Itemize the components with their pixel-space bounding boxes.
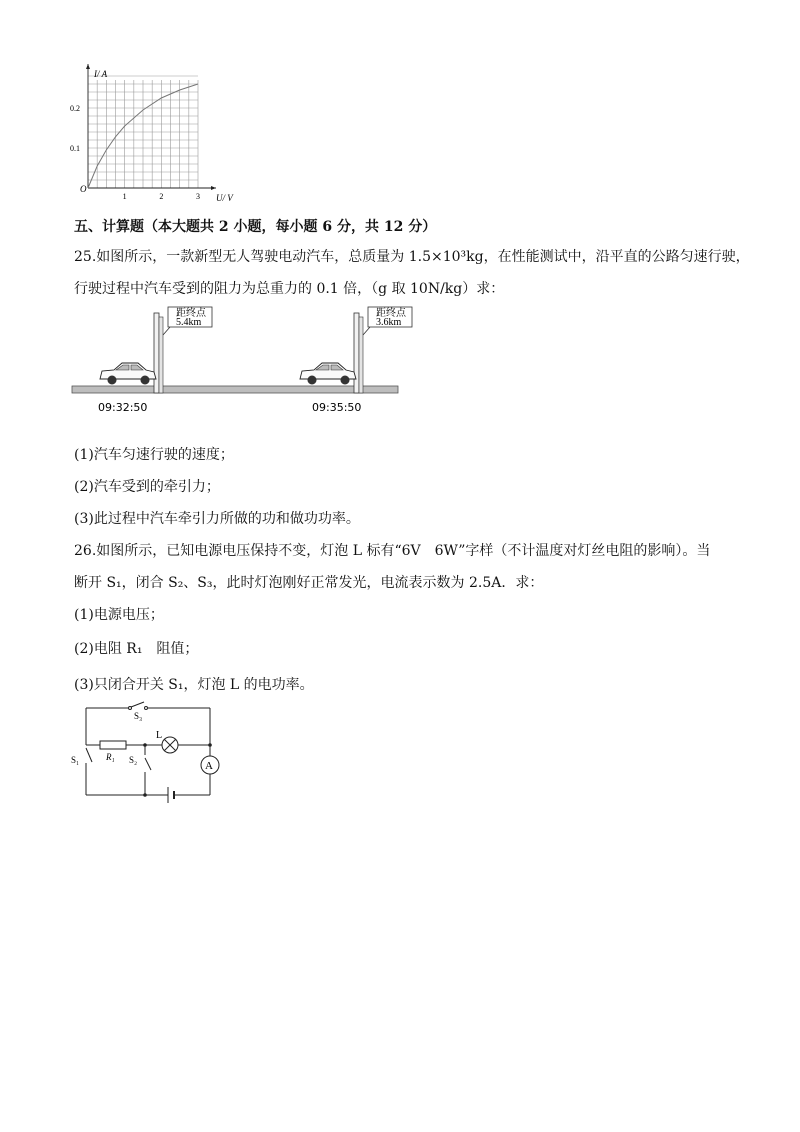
s3-label: S₃	[134, 711, 143, 721]
r1-label: R₁	[106, 752, 115, 762]
y-axis-arrow	[86, 64, 90, 69]
sign2-distance: 3.6km	[376, 317, 402, 328]
sign2-pole	[354, 313, 359, 393]
y-axis-label: I/ A	[94, 69, 108, 79]
q25-sub1: (1)汽车匀速行驶的速度；	[74, 447, 234, 463]
sign1-pole	[154, 313, 159, 393]
y-tick-label: 0.1	[70, 144, 80, 153]
s1-label: S₁	[71, 755, 80, 765]
x-axis-label: U/ V	[216, 193, 233, 203]
section-heading: 五、计算题（本大题共 2 小题，每小题 6 分，共 12 分）	[74, 219, 437, 235]
q25-text-line1: 25.如图所示，一款新型无人驾驶电动汽车，总质量为 1.5×10³kg，在性能测试中，沿平直的公路匀速行驶，	[74, 249, 750, 265]
s2-label: S₂	[129, 755, 138, 765]
q26-text-line2: 断开 S₁，闭合 S₂、S₃，此时灯泡刚好正常发光，电流表示数为 2.5A．求：	[74, 575, 544, 591]
time1: 09:32:50	[98, 401, 148, 414]
chart-axes	[86, 64, 216, 190]
car2	[300, 363, 356, 385]
x-tick-label: 3	[196, 192, 200, 201]
x-tick-label: 2	[159, 192, 164, 201]
sign2-label: 距终点	[376, 308, 406, 319]
sign1-label: 距终点	[176, 308, 206, 319]
q25-sub3: (3)此过程中汽车牵引力所做的功和做功功率。	[74, 511, 360, 527]
chart-ticks	[70, 104, 200, 201]
iu-chart	[70, 60, 240, 210]
q26-sub1: (1)电源电压；	[74, 607, 164, 623]
q26-sub2: (2)电阻 R₁ 阻值；	[74, 641, 199, 657]
time2: 09:35:50	[312, 401, 362, 414]
ammeter-label: A	[205, 760, 213, 772]
x-axis-arrow	[211, 186, 216, 190]
chart-grid	[88, 76, 198, 188]
y-tick-label: 0.2	[70, 104, 80, 113]
lamp-label: L	[156, 730, 163, 741]
q25-text-line2: 行驶过程中汽车受到的阻力为总重力的 0.1 倍，（g 取 10N/kg）求：	[74, 281, 505, 297]
q26-text-line1: 26.如图所示，已知电源电压保持不变，灯泡 L 标有“6V 6W”字样（不计温度对灯丝电阻的影响）。当	[74, 543, 711, 559]
q25-sub2: (2)汽车受到的牵引力；	[74, 479, 220, 495]
origin-label: O	[80, 184, 87, 194]
q25-road-figure	[70, 305, 406, 415]
resistor-r1	[100, 741, 126, 749]
q26-circuit-diagram	[70, 700, 230, 805]
car1	[100, 363, 156, 385]
road	[72, 386, 398, 393]
x-tick-label: 1	[122, 192, 127, 201]
sign1-distance: 5.4km	[176, 317, 202, 328]
q26-sub3: (3)只闭合开关 S₁，灯泡 L 的电功率。	[74, 677, 314, 693]
